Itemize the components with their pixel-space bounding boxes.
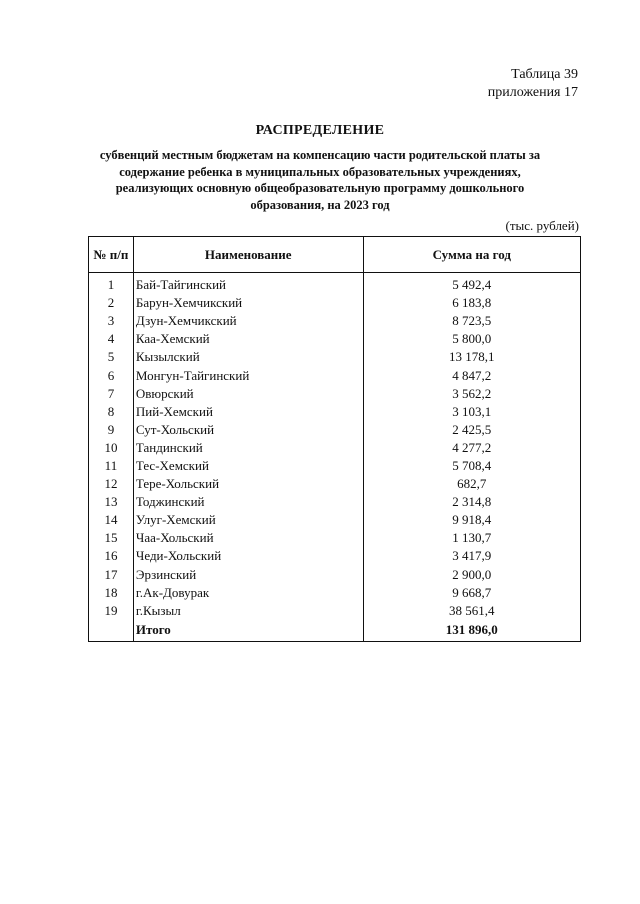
district-name: Дзун-Хемчикский <box>133 312 363 330</box>
row-number: 2 <box>89 294 134 312</box>
district-name: Каа-Хемский <box>133 330 363 348</box>
row-number: 13 <box>89 493 134 511</box>
district-name: Пий-Хемский <box>133 403 363 421</box>
total-number-cell <box>89 620 134 642</box>
total-label: Итого <box>133 620 363 642</box>
table-row <box>89 457 581 475</box>
district-name: Тандинский <box>133 439 363 457</box>
row-number: 16 <box>89 547 134 565</box>
table-row <box>89 529 581 547</box>
total-amount: 131 896,0 <box>363 620 580 642</box>
table-row <box>89 584 581 602</box>
document-subtitle <box>85 147 555 213</box>
district-name: Улуг-Хемский <box>133 511 363 529</box>
row-amount: 682,7 <box>363 475 580 493</box>
table-row <box>89 511 581 529</box>
row-amount: 8 723,5 <box>363 312 580 330</box>
row-number: 5 <box>89 348 134 366</box>
district-name: Овюрский <box>133 385 363 403</box>
district-name: г.Ак-Довурак <box>133 584 363 602</box>
table-body <box>89 273 581 642</box>
column-header-number: № п/п <box>89 237 134 273</box>
table-header-row <box>89 237 581 273</box>
document-title: РАСПРЕДЕЛЕНИЕ <box>255 123 385 138</box>
row-amount: 3 103,1 <box>363 403 580 421</box>
table-row <box>89 421 581 439</box>
table-row <box>89 547 581 565</box>
row-number: 17 <box>89 566 134 584</box>
row-amount: 3 562,2 <box>363 385 580 403</box>
row-amount: 5 708,4 <box>363 457 580 475</box>
table-row <box>89 385 581 403</box>
table-row <box>89 330 581 348</box>
row-number: 15 <box>89 529 134 547</box>
district-name: Барун-Хемчикский <box>133 294 363 312</box>
row-number: 8 <box>89 403 134 421</box>
row-number: 9 <box>89 421 134 439</box>
district-name: Сут-Хольский <box>133 421 363 439</box>
district-name: Чеди-Хольский <box>133 547 363 565</box>
total-row <box>89 620 581 642</box>
district-name: Бай-Тайгинский <box>133 273 363 295</box>
row-number: 7 <box>89 385 134 403</box>
table-row <box>89 566 581 584</box>
table-row <box>89 475 581 493</box>
district-name: Эрзинский <box>133 566 363 584</box>
row-amount: 4 277,2 <box>363 439 580 457</box>
district-name: Тере-Хольский <box>133 475 363 493</box>
row-amount: 2 900,0 <box>363 566 580 584</box>
row-number: 6 <box>89 366 134 384</box>
table-row <box>89 439 581 457</box>
units-label: (тыс. рублей) <box>505 218 579 233</box>
district-name: Кызылский <box>133 348 363 366</box>
table-row <box>89 366 581 384</box>
row-number: 18 <box>89 584 134 602</box>
distribution-table <box>88 236 581 642</box>
column-header-name: Наименование <box>133 237 363 273</box>
district-name: г.Кызыл <box>133 602 363 620</box>
district-name: Тес-Хемский <box>133 457 363 475</box>
table-row <box>89 493 581 511</box>
row-number: 14 <box>89 511 134 529</box>
district-name: Тоджинский <box>133 493 363 511</box>
table-row <box>89 403 581 421</box>
subtitle-line: образования, на 2023 год <box>250 197 390 212</box>
table-row <box>89 602 581 620</box>
subtitle-line: содержание ребенка в муниципальных образовательных учреждениях, <box>119 164 521 179</box>
row-amount: 9 918,4 <box>363 511 580 529</box>
row-amount: 9 668,7 <box>363 584 580 602</box>
row-number: 10 <box>89 439 134 457</box>
row-amount: 2 314,8 <box>363 493 580 511</box>
row-amount: 5 800,0 <box>363 330 580 348</box>
table-row <box>89 312 581 330</box>
district-name: Чаа-Хольский <box>133 529 363 547</box>
table-row <box>89 294 581 312</box>
row-number: 4 <box>89 330 134 348</box>
column-header-amount: Сумма на год <box>363 237 580 273</box>
subtitle-line: субвенций местным бюджетам на компенсацию части родительской платы за <box>99 148 541 162</box>
row-amount: 1 130,7 <box>363 529 580 547</box>
row-amount: 4 847,2 <box>363 366 580 384</box>
row-amount: 3 417,9 <box>363 547 580 565</box>
row-amount: 6 183,8 <box>363 294 580 312</box>
row-amount: 38 561,4 <box>363 602 580 620</box>
row-number: 1 <box>89 273 134 295</box>
row-amount: 5 492,4 <box>363 273 580 295</box>
row-amount: 2 425,5 <box>363 421 580 439</box>
district-name: Монгун-Тайгинский <box>133 366 363 384</box>
row-number: 11 <box>89 457 134 475</box>
row-amount: 13 178,1 <box>363 348 580 366</box>
table-row <box>89 273 581 295</box>
row-number: 19 <box>89 602 134 620</box>
row-number: 12 <box>89 475 134 493</box>
appendix-reference: приложения 17 <box>487 85 578 100</box>
subtitle-line: реализующих основную общеобразовательную программу дошкольного <box>115 181 525 195</box>
row-number: 3 <box>89 312 134 330</box>
table-reference: Таблица 39 <box>511 67 578 82</box>
table-row <box>89 348 581 366</box>
